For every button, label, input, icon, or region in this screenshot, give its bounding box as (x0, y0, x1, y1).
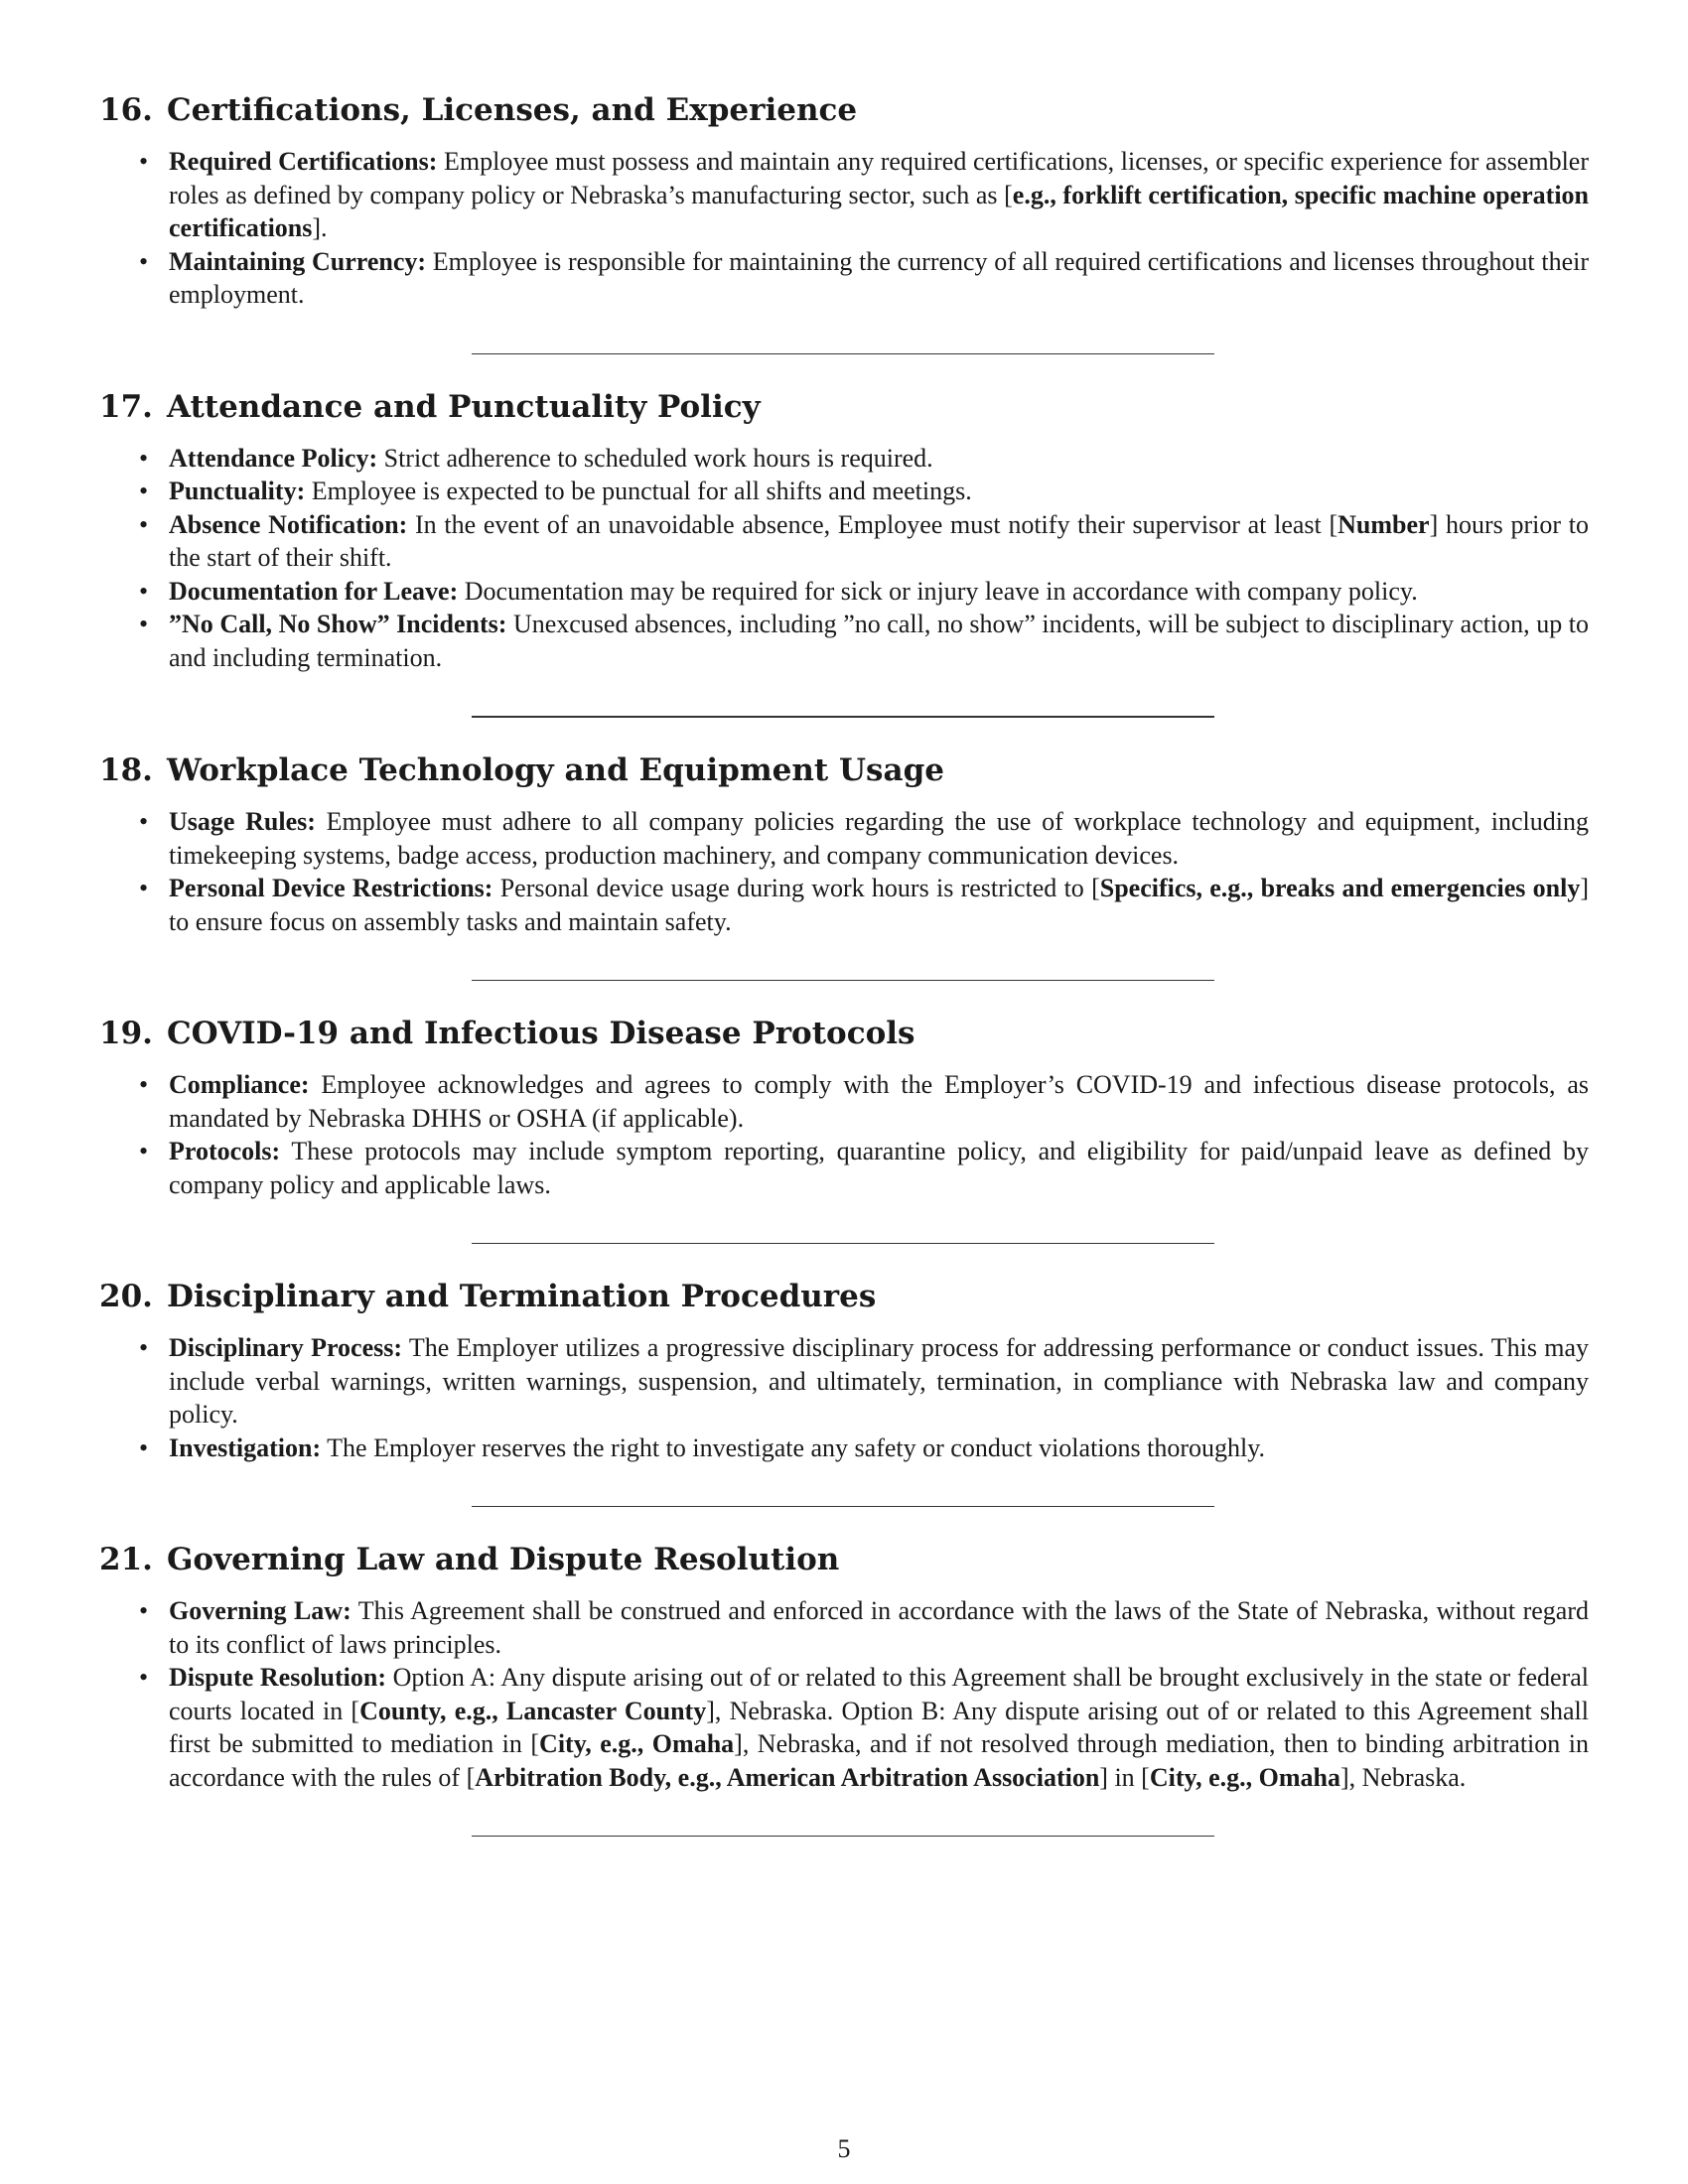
section-number: 20. (99, 1279, 153, 1314)
section-number: 16. (99, 92, 153, 128)
body-text: Strict adherence to scheduled work hours is required. (377, 443, 933, 473)
bold-text: Number (1337, 509, 1430, 539)
bold-text: City, e.g., Omaha (1149, 1762, 1340, 1792)
section-title: COVID-19 and Infectious Disease Protocols (166, 1016, 915, 1051)
bold-text: County, e.g., Lancaster County (359, 1696, 707, 1725)
section-title: Governing Law and Dispute Resolution (166, 1542, 840, 1577)
list-item (169, 508, 1589, 575)
body-text: ] hours prior to the start of their shift. (169, 509, 1589, 572)
bold-text: Absence Notification: (169, 509, 408, 539)
body-text: Employee acknowledges and agrees to comply with the Employer’s COVID-19 and infectious disease protocols, as mandated by Nebraska DHHS or OSHA (if applicable). (169, 1070, 1589, 1133)
bullet-list (99, 805, 1589, 938)
bold-text: Governing Law: (169, 1596, 352, 1625)
body-text: Employee is responsible for maintaining the currency of all required certifications and licenses throughout their employment. (169, 246, 1589, 309)
body-text: The Employer reserves the right to investigate any safety or conduct violations thoroughly. (321, 1433, 1266, 1462)
body-text: Employee is expected to be punctual for all shifts and meetings. (305, 477, 972, 505)
section-16 (99, 89, 1589, 354)
section-number: 18. (99, 752, 153, 788)
bullet-list (99, 1594, 1589, 1794)
section-19 (99, 1013, 1589, 1244)
body-text: Unexcused absences, including ”no call, no show” incidents, will be subject to disciplinary action, up to and including termination. (169, 610, 1589, 672)
section-20 (99, 1276, 1589, 1507)
bold-text: Protocols: (169, 1137, 281, 1165)
bold-text: Compliance: (169, 1070, 310, 1099)
list-item (169, 475, 1589, 508)
section-heading (99, 1276, 1589, 1317)
bold-text: Documentation for Leave: (169, 576, 459, 606)
section-title: Attendance and Punctuality Policy (166, 388, 761, 425)
bold-text: Dispute Resolution: (169, 1663, 386, 1692)
bold-text: Investigation: (169, 1433, 322, 1462)
list-item (169, 872, 1589, 938)
list-item (169, 1331, 1589, 1432)
list-item (169, 1661, 1589, 1794)
body-text: ] in [ (1099, 1762, 1150, 1792)
horizontal-rule (472, 353, 1214, 354)
section-heading (99, 1013, 1589, 1054)
section-title: Workplace Technology and Equipment Usage (166, 752, 944, 788)
body-text: The Employer utilizes a progressive disciplinary process for addressing performance or conduct issues. This may include verbal warnings, written warnings, suspension, and ultimately, termination, in compliance with Nebraska law and company policy. (169, 1333, 1590, 1429)
section-21 (99, 1539, 1589, 1837)
section-title: Disciplinary and Termination Procedures (166, 1279, 877, 1314)
body-text: ] to ensure focus on assembly tasks and maintain safety. (169, 874, 1589, 936)
section-heading (99, 89, 1589, 131)
section-title: Certifications, Licenses, and Experience (166, 92, 858, 128)
bullet-list (99, 1068, 1589, 1201)
body-text: Documentation may be required for sick or injury leave in accordance with company policy. (458, 576, 1418, 606)
body-text: Employee must adhere to all company policies regarding the use of workplace technology and equipment, including timekeeping systems, badge access, production machinery, and company communication devices. (169, 807, 1589, 870)
bold-text: Maintaining Currency: (169, 246, 427, 276)
page-number: 5 (837, 2134, 851, 2163)
bold-text: e.g., forklift certification, specific machine operation certifications (169, 180, 1590, 242)
list-item (169, 575, 1589, 609)
list-item (169, 442, 1589, 476)
body-text: Personal device usage during work hours is restricted to [ (492, 874, 1100, 902)
body-text: ], Nebraska, and if not resolved through mediation, then to binding arbitration in accordance with the rules of [ (169, 1729, 1589, 1792)
bullet-list (99, 442, 1589, 675)
bold-text: Personal Device Restrictions: (169, 874, 493, 902)
sections-container (99, 89, 1589, 1837)
section-number: 21. (99, 1542, 153, 1577)
list-item (169, 805, 1589, 872)
bullet-list (99, 145, 1589, 312)
bullet-list (99, 1331, 1589, 1464)
horizontal-rule (472, 980, 1214, 981)
bold-text: City, e.g., Omaha (539, 1729, 735, 1758)
horizontal-rule (472, 1836, 1214, 1837)
section-number: 17. (99, 388, 153, 425)
section-heading (99, 386, 1589, 428)
bold-text: Punctuality: (169, 477, 306, 505)
horizontal-rule (472, 716, 1214, 718)
body-text: In the event of an unavoidable absence, Employee must notify their supervisor at least [ (407, 509, 1338, 539)
list-item (169, 608, 1589, 674)
bold-text: Usage Rules: (169, 807, 316, 836)
list-item (169, 1594, 1589, 1661)
list-item (169, 1068, 1589, 1135)
bold-text: ”No Call, No Show” Incidents: (169, 610, 507, 638)
bold-text: Disciplinary Process: (169, 1333, 403, 1362)
document-page (99, 89, 1589, 1837)
body-text: This Agreement shall be construed and enforced in accordance with the laws of the State of Nebraska, without regard to its conflict of laws principles. (169, 1596, 1589, 1659)
list-item (169, 1432, 1589, 1465)
section-number: 19. (99, 1016, 153, 1051)
list-item (169, 145, 1589, 245)
bold-text: Attendance Policy: (169, 443, 378, 473)
section-17 (99, 386, 1589, 719)
horizontal-rule (472, 1243, 1214, 1244)
bold-text: Specifics, e.g., breaks and emergencies only (1099, 874, 1581, 902)
bold-text: Required Certifications: (169, 147, 438, 176)
body-text: Option A: Any dispute arising out of or related to this Agreement shall be brought exclusively in the state or federal courts located in [ (169, 1663, 1589, 1725)
section-heading (99, 750, 1589, 791)
body-text: ], Nebraska. Option B: Any dispute arising out of or related to this Agreement shall first be submitted to mediation in [ (169, 1696, 1590, 1758)
body-text: ], Nebraska. (1339, 1762, 1467, 1792)
body-text: These protocols may include symptom reporting, quarantine policy, and eligibility for paid/unpaid leave as defined by company policy and applicable laws. (169, 1137, 1589, 1199)
section-heading (99, 1539, 1589, 1580)
body-text: ]. (312, 213, 328, 242)
section-18 (99, 750, 1589, 981)
bold-text: Arbitration Body, e.g., American Arbitration Association (475, 1762, 1100, 1792)
body-text: Employee must possess and maintain any required certifications, licenses, or specific experience for assembler roles as defined by company policy or Nebraska’s manufacturing sector, such as [ (169, 147, 1589, 209)
horizontal-rule (472, 1506, 1214, 1507)
list-item (169, 245, 1589, 312)
list-item (169, 1135, 1589, 1201)
